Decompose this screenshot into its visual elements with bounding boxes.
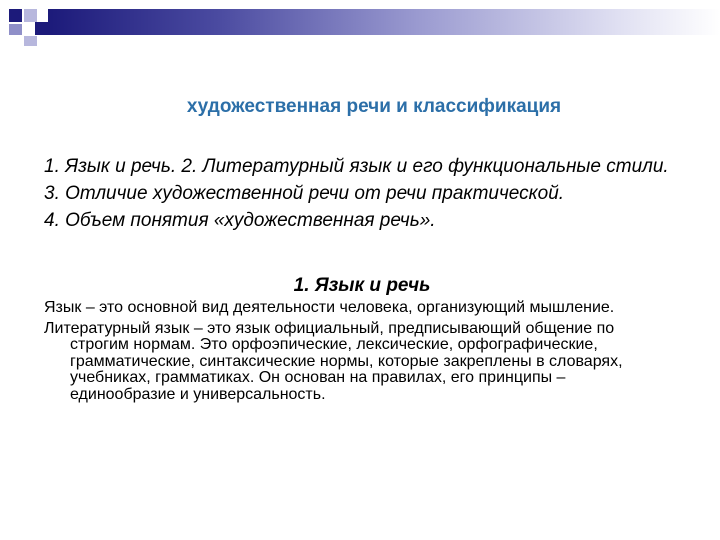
header-square-dark [9,9,22,22]
header-square-light-2 [24,36,37,46]
agenda-item: 1. Язык и речь. 2. Литературный язык и его функциональные стили. [44,156,669,177]
paragraph: Литературный язык – это язык официальный, предписывающий общение по строгим нормам. Это орфоэпические, лексические, орфографические, грамматические, синтаксические нормы, которые закреплены в словарях, учебниках, грамматиках. Он основан на правилах, его принципы – единообразие и универсальность. [44,319,623,403]
section-title: 1. Язык и речь [293,275,431,296]
header-square-mid [9,24,22,35]
paragraph: Язык – это основной вид деятельности человека, организующий мышление. [44,299,615,316]
agenda-list [44,157,684,238]
slide-title: художественная речи и классификация [186,96,562,117]
header-square-light [24,9,37,22]
header-gradient-bar [48,9,720,35]
body-text [44,300,644,407]
agenda-item: 4. Объем понятия «художественная речь». [44,210,436,231]
agenda-item: 3. Отличие художественной речи от речи практической. [44,183,565,204]
header-square-dark-2 [35,22,48,35]
